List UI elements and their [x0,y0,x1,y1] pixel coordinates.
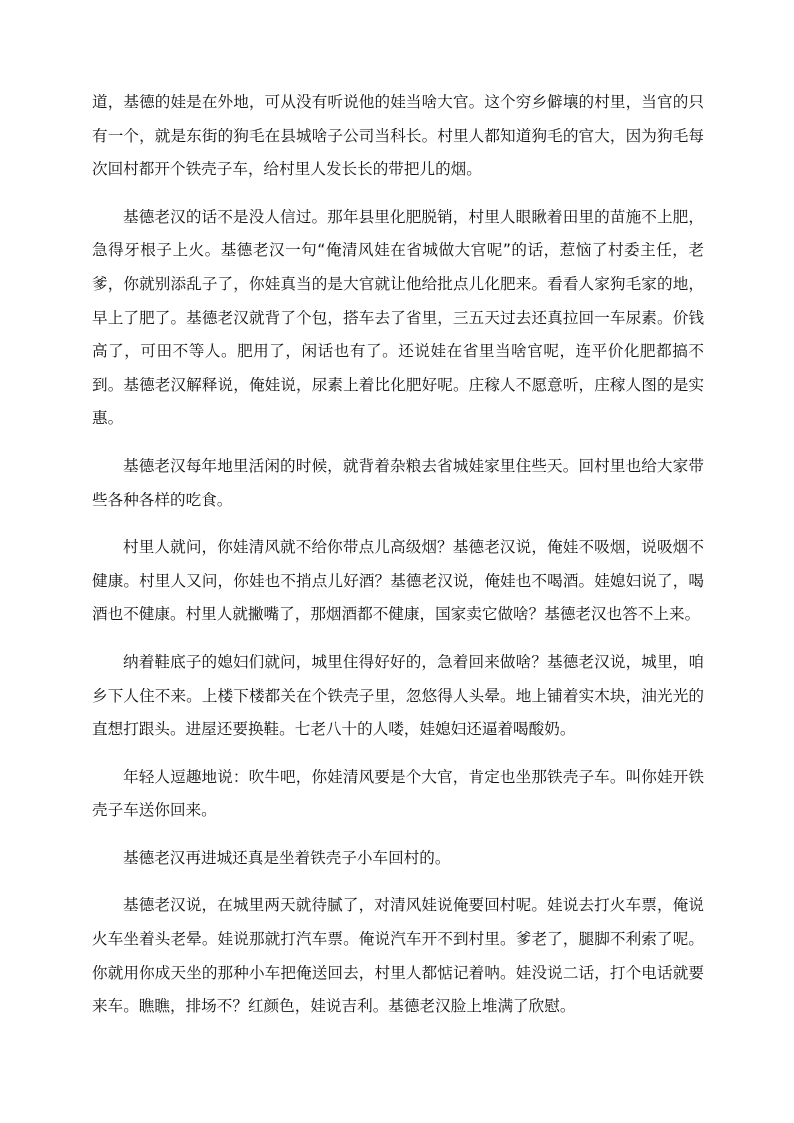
paragraph-3: 基德老汉每年地里活闲的时候，就背着杂粮去省城娃家里住些天。回村里也给大家带些各种各样的吃食。 [92,456,704,509]
paragraph-6: 年轻人逗趣地说：吹牛吧，你娃清风要是个大官，肯定也坐那铁壳子车。叫你娃开铁壳子车送你回来。 [92,767,704,820]
paragraph-5: 纳着鞋底子的媳妇们就问，城里住得好好的，急着回来做啥？基德老汉说，城里，咱乡下人住不来。上楼下楼都关在个铁壳子里，忽悠得人头晕。地上铺着实木块，油光光的直想打跟头。进屋还要换鞋。七老八十的人喽，娃媳妇还逼着喝酸奶。 [92,652,704,739]
document-body [92,86,704,1024]
paragraph-2: 基德老汉的话不是没人信过。那年县里化肥脱销，村里人眼瞅着田里的苗施不上肥，急得牙根子上火。基德老汉一句“俺清风娃在省城做大官呢”的话，惹恼了村委主任，老爹，你就别添乱子了，你娃真当的是大官就让他给批点儿化肥来。看看人家狗毛家的地，早上了肥了。基德老汉就背了个包，搭车去了省里，三五天过去还真拉回一车尿素。价钱高了，可田不等人。肥用了，闲话也有了。还说娃在省里当啥官呢，连平价化肥都搞不到。基德老汉解释说，俺娃说，尿素上着比化肥好呢。庄稼人不愿意听，庄稼人图的是实惠。 [92,207,704,428]
paragraph-4: 村里人就问，你娃清风就不给你带点儿高级烟？基德老汉说，俺娃不吸烟，说吸烟不健康。村里人又问，你娃也不捎点儿好酒？基德老汉说，俺娃也不喝酒。娃媳妇说了，喝酒也不健康。村里人就撇嘴了，那烟酒都不健康，国家卖它做啥？基德老汉也答不上来。 [92,538,704,624]
paragraph-7: 基德老汉再进城还真是坐着铁壳子小车回村的。 [123,848,451,867]
paragraph-8: 基德老汉说，在城里两天就待腻了，对清风娃说俺要回村呢。娃说去打火车票，俺说火车坐着头老晕。娃说那就打汽车票。俺说汽车开不到村里。爹老了，腿脚不利索了呢。你就用你成天坐的那种小车把俺送回去，村里人都惦记着呐。娃没说二话，打个电话就要来车。瞧瞧，排场不？红颜色，娃说吉利。基德老汉脸上堆满了欣慰。 [92,896,704,1016]
paragraph-1: 道，基德的娃是在外地，可从没有听说他的娃当啥大官。这个穷乡僻壤的村里，当官的只有一个，就是东街的狗毛在县城啥子公司当科长。村里人都知道狗毛的官大，因为狗毛每次回村都开个铁壳子车，给村里人发长长的带把儿的烟。 [92,93,704,179]
